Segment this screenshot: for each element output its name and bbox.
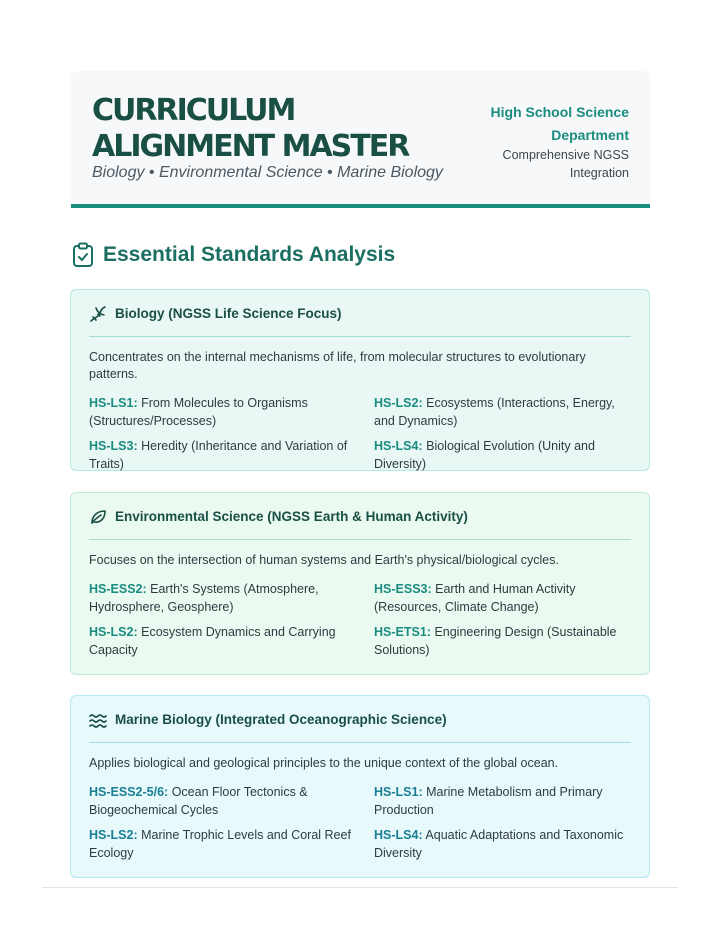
- section-heading: [71, 240, 395, 270]
- standard-code: HS-LS3:: [89, 439, 138, 453]
- page-subtitle: Biology • Environmental Science • Marine Biology: [92, 164, 443, 181]
- card-header: [89, 697, 631, 743]
- standard-item: [374, 623, 631, 659]
- standard-text: Aquatic Adaptations and Taxonomic Diversity: [374, 828, 624, 860]
- department-label: High School Science Department: [490, 104, 629, 143]
- standard-text: Earth's Systems (Atmosphere, Hydrosphere, Geosphere): [89, 582, 319, 614]
- waves-icon: [89, 711, 107, 729]
- standard-code: HS-LS2:: [89, 625, 138, 639]
- standard-item: [374, 394, 631, 430]
- standards-grid: [89, 580, 631, 659]
- standard-text: Heredity (Inheritance and Variation of Traits): [89, 439, 348, 471]
- standard-text: Ecosystems (Interactions, Energy, and Dynamics): [374, 396, 615, 428]
- standard-text: Marine Metabolism and Primary Production: [374, 785, 603, 817]
- standard-code: HS-LS2:: [374, 396, 423, 410]
- card-description: Concentrates on the internal mechanisms of life, from molecular structures to evolutionary patterns.: [89, 350, 586, 381]
- standard-item: [374, 783, 631, 819]
- biology-card: [70, 289, 650, 471]
- footer-divider: [42, 887, 678, 888]
- standards-grid: [89, 394, 631, 473]
- card-description: Focuses on the intersection of human systems and Earth's physical/biological cycles.: [89, 553, 559, 567]
- standard-code: HS-LS1:: [374, 785, 423, 799]
- standard-code: HS-LS4:: [374, 439, 423, 453]
- standard-item: [89, 580, 374, 616]
- section-title: Essential Standards Analysis: [103, 243, 396, 266]
- marine-biology-card: [70, 695, 650, 878]
- standard-item: [89, 623, 374, 659]
- card-title: Biology (NGSS Life Science Focus): [115, 306, 342, 321]
- standard-code: HS-LS1:: [89, 396, 138, 410]
- standard-code: HS-ESS3:: [374, 582, 432, 596]
- standard-item: [374, 437, 631, 473]
- standard-item: [89, 826, 374, 862]
- page-title: CURRICULUM ALIGNMENT MASTER: [92, 93, 409, 164]
- standard-item: [89, 394, 374, 430]
- standard-item: [374, 580, 631, 616]
- card-title: Marine Biology (Integrated Oceanographic Science): [115, 712, 447, 727]
- standard-text: Biological Evolution (Unity and Diversity): [374, 439, 595, 471]
- standard-code: HS-LS2:: [89, 828, 138, 842]
- standards-grid: [89, 783, 631, 862]
- standard-text: Ecosystem Dynamics and Carrying Capacity: [89, 625, 336, 657]
- clipboard-check-icon: [71, 242, 95, 268]
- standard-item: [89, 437, 374, 473]
- dna-icon: [89, 305, 107, 323]
- leaf-icon: [89, 508, 107, 526]
- standard-text: Marine Trophic Levels and Coral Reef Ecology: [89, 828, 351, 860]
- environmental-science-card: [70, 492, 650, 675]
- card-header: [89, 494, 631, 540]
- standard-text: Ocean Floor Tectonics & Biogeochemical Cycles: [89, 785, 308, 817]
- standard-text: Earth and Human Activity (Resources, Climate Change): [374, 582, 576, 614]
- card-header: [89, 291, 631, 337]
- card-description: Applies biological and geological principles to the unique context of the global ocean.: [89, 756, 559, 770]
- standard-code: HS-LS4:: [374, 828, 423, 842]
- standard-code: HS-ETS1:: [374, 625, 431, 639]
- standard-text: From Molecules to Organisms (Structures/Processes): [89, 396, 308, 428]
- card-title: Environmental Science (NGSS Earth & Human Activity): [115, 509, 468, 524]
- page-header: [71, 71, 650, 208]
- standard-code: HS-ESS2:: [89, 582, 147, 596]
- standard-text: Engineering Design (Sustainable Solutions): [374, 625, 617, 657]
- standard-code: HS-ESS2-5/6:: [89, 785, 169, 799]
- standard-item: [374, 826, 631, 862]
- integration-label: Comprehensive NGSS Integration: [502, 148, 629, 180]
- standard-item: [89, 783, 374, 819]
